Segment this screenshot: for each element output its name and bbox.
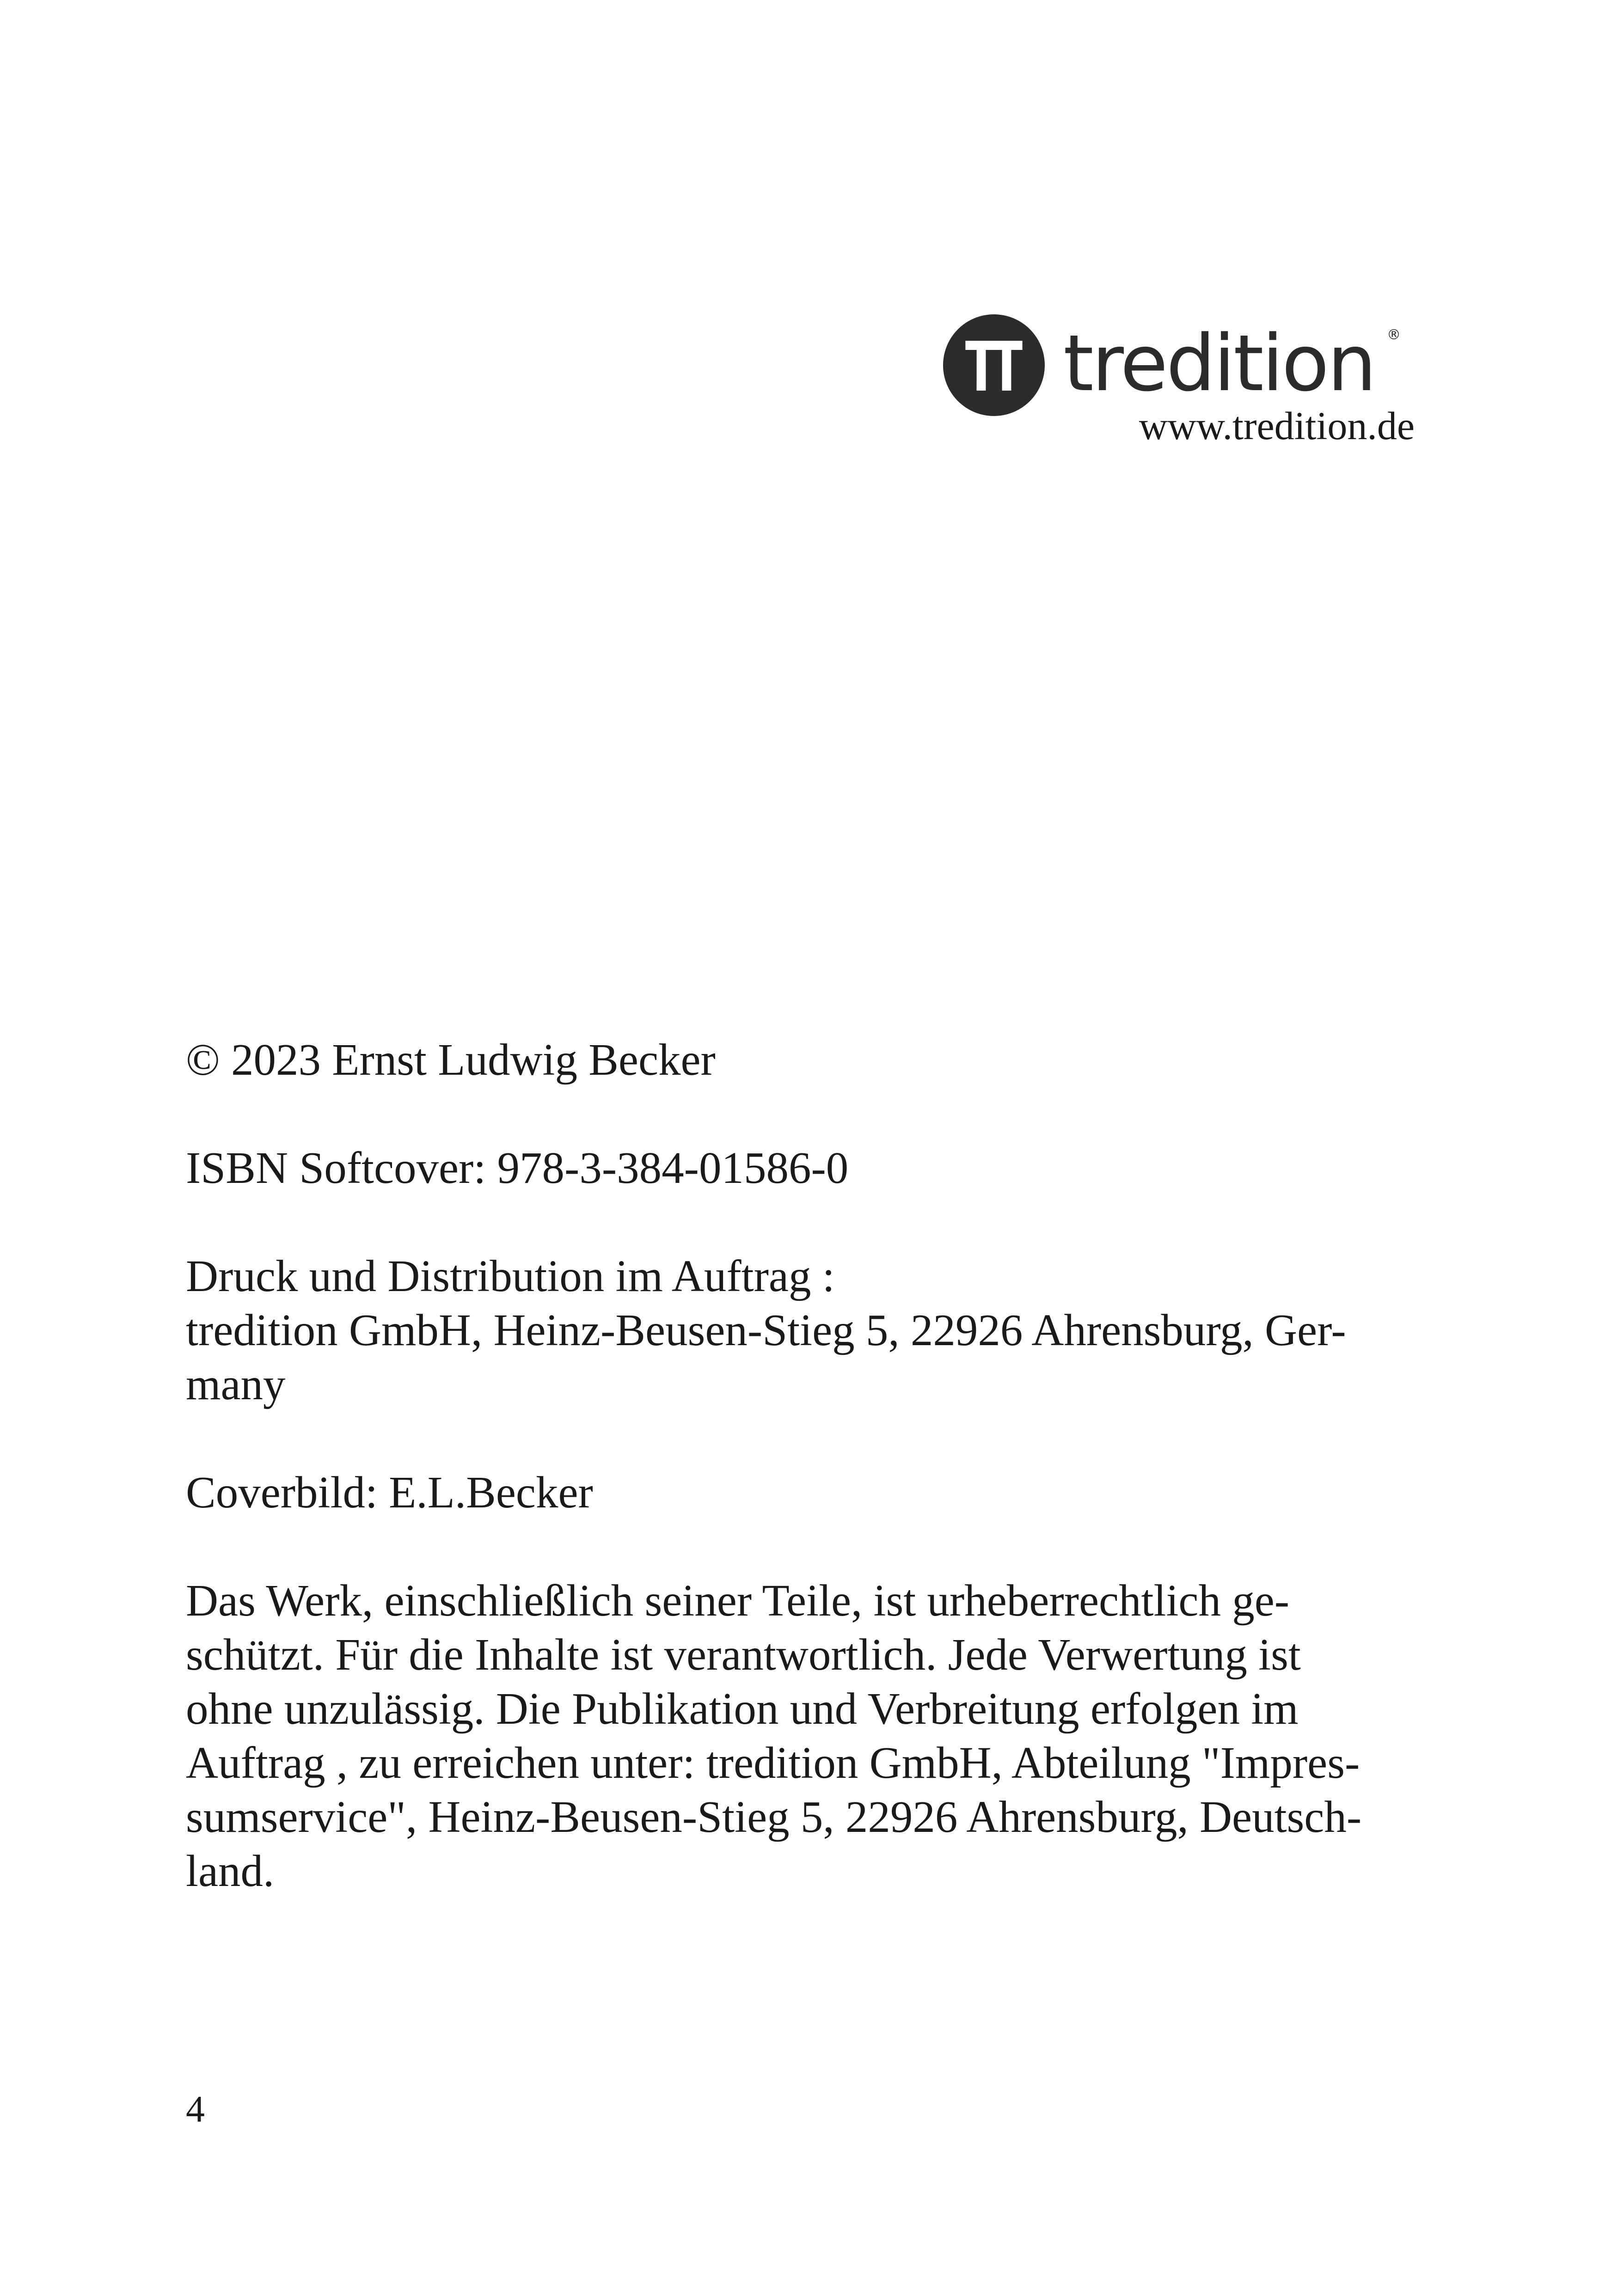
spacer <box>186 1519 1425 1574</box>
tredition-logo-icon <box>943 314 1045 416</box>
imprint-section <box>186 1033 1425 1898</box>
registered-mark: ® <box>1387 327 1401 343</box>
isbn-line: ISBN Softcover: 978-3-384-01586-0 <box>186 1143 849 1193</box>
spacer <box>186 1087 1425 1141</box>
spacer <box>186 1411 1425 1465</box>
legal-notice-line: Auftrag , zu erreichen unter: tredition GmbH, Abteilung "Impres- <box>186 1738 1360 1788</box>
legal-notice-line: land. <box>186 1846 275 1896</box>
distribution-line: tredition GmbH, Heinz-Beusen-Stieg 5, 22926 Ahrensburg, Ger- <box>186 1305 1346 1355</box>
legal-notice-line: Das Werk, einschließlich seiner Teile, ist urheberrechtlich ge- <box>186 1576 1290 1625</box>
distribution-line: many <box>186 1359 286 1409</box>
spacer <box>186 1195 1425 1249</box>
publisher-url: www.tredition.de <box>1139 404 1415 448</box>
legal-notice-line: schützt. Für die Inhalte ist verantwortlich. Jede Verwertung ist <box>186 1630 1301 1679</box>
distribution-line: Druck und Distribution im Auftrag : <box>186 1251 835 1301</box>
page-number: 4 <box>186 2088 205 2130</box>
copyright-line: © 2023 Ernst Ludwig Becker <box>186 1035 716 1084</box>
legal-notice-line: sumservice", Heinz-Beusen-Stieg 5, 22926 Ahrensburg, Deutsch- <box>186 1792 1362 1842</box>
legal-notice-line: ohne unzulässig. Die Publikation und Verbreitung erfolgen im <box>186 1684 1299 1733</box>
publisher-logo <box>943 305 1415 458</box>
publisher-name: tredition <box>1063 318 1375 409</box>
cover-credit-line: Coverbild: E.L.Becker <box>186 1468 593 1517</box>
